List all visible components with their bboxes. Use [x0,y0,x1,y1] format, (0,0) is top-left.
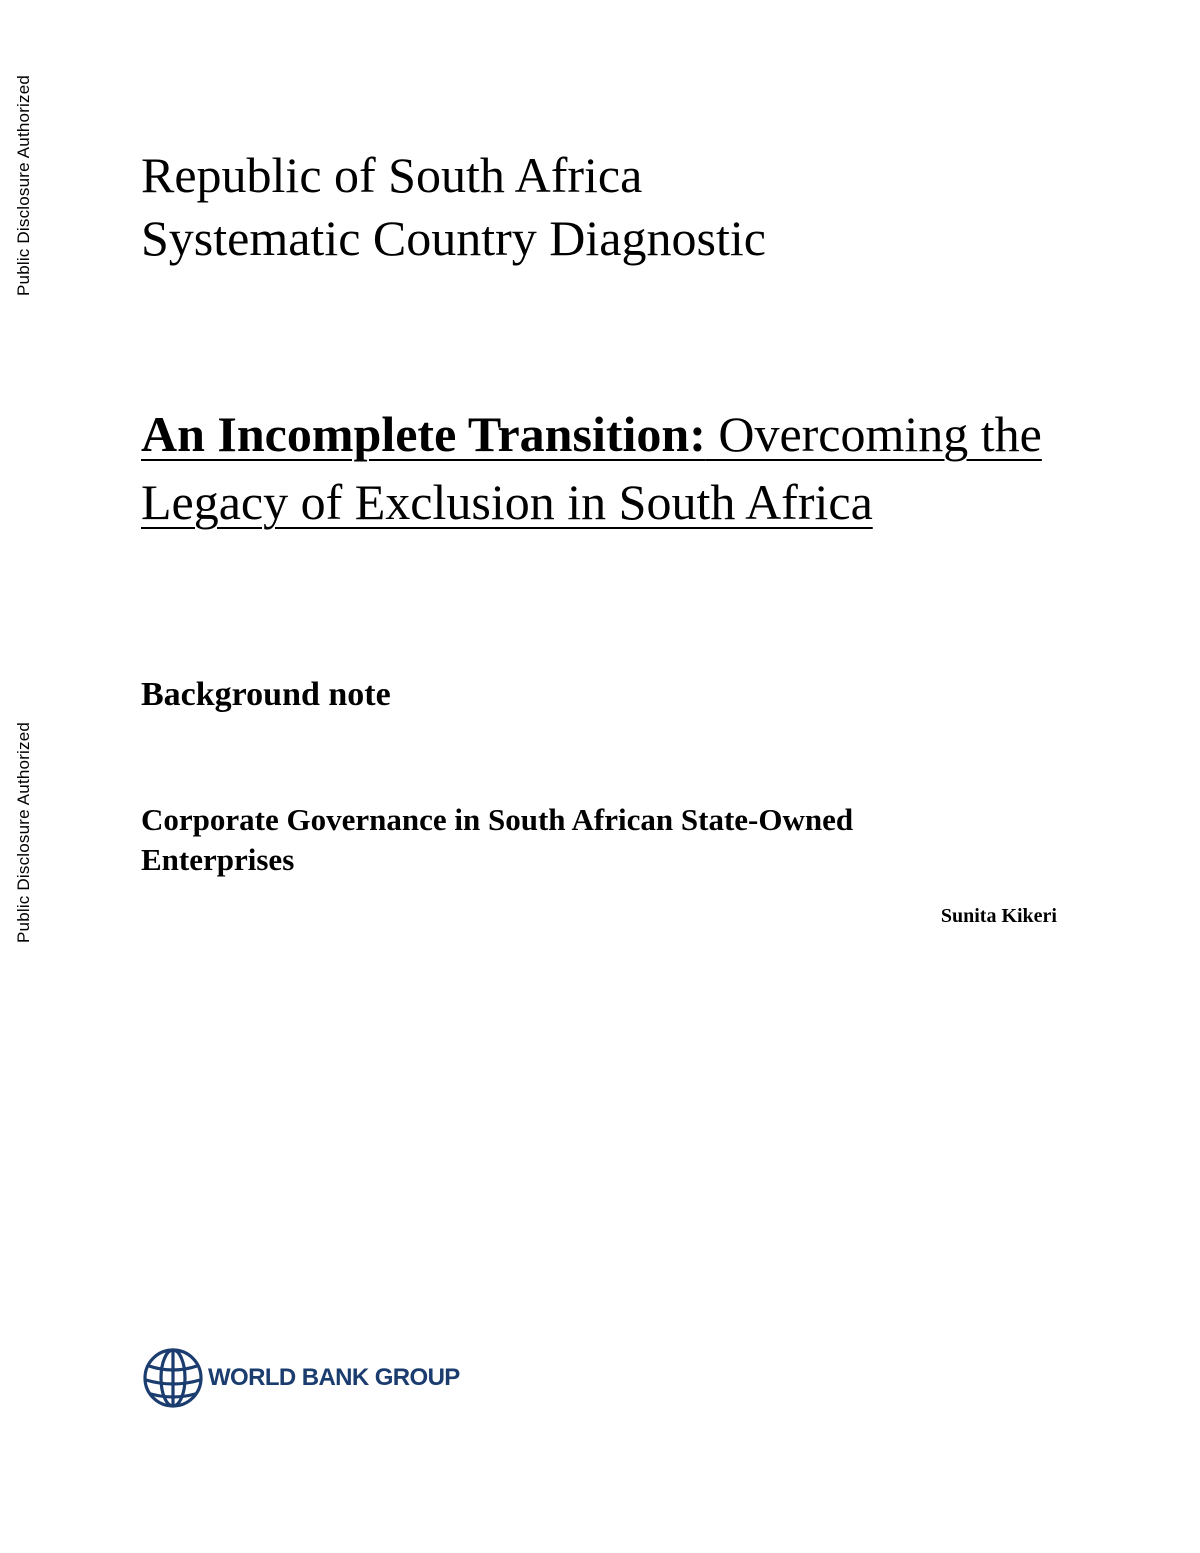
globe-icon [141,1346,205,1410]
author-name: Sunita Kikeri [940,905,1057,927]
note-title: Corporate Governance in South African State-Owned Enterprises [141,802,854,877]
disclosure-stamp-bottom: Public Disclosure Authorized [14,721,33,943]
report-title-bold: An Incomplete Transition: [141,406,706,462]
report-title [141,400,1101,536]
country-title: Republic of South Africa [141,147,643,203]
report-title-rest: Overcoming the Legacy of Exclusion in South Africa [141,406,1042,530]
logo-text: WORLD BANK GROUP [208,1364,460,1391]
disclosure-stamp-top: Public Disclosure Authorized [14,74,33,296]
background-note-label: Background note [141,676,391,713]
world-bank-logo [141,1346,460,1410]
report-series-title: Systematic Country Diagnostic [141,210,766,266]
